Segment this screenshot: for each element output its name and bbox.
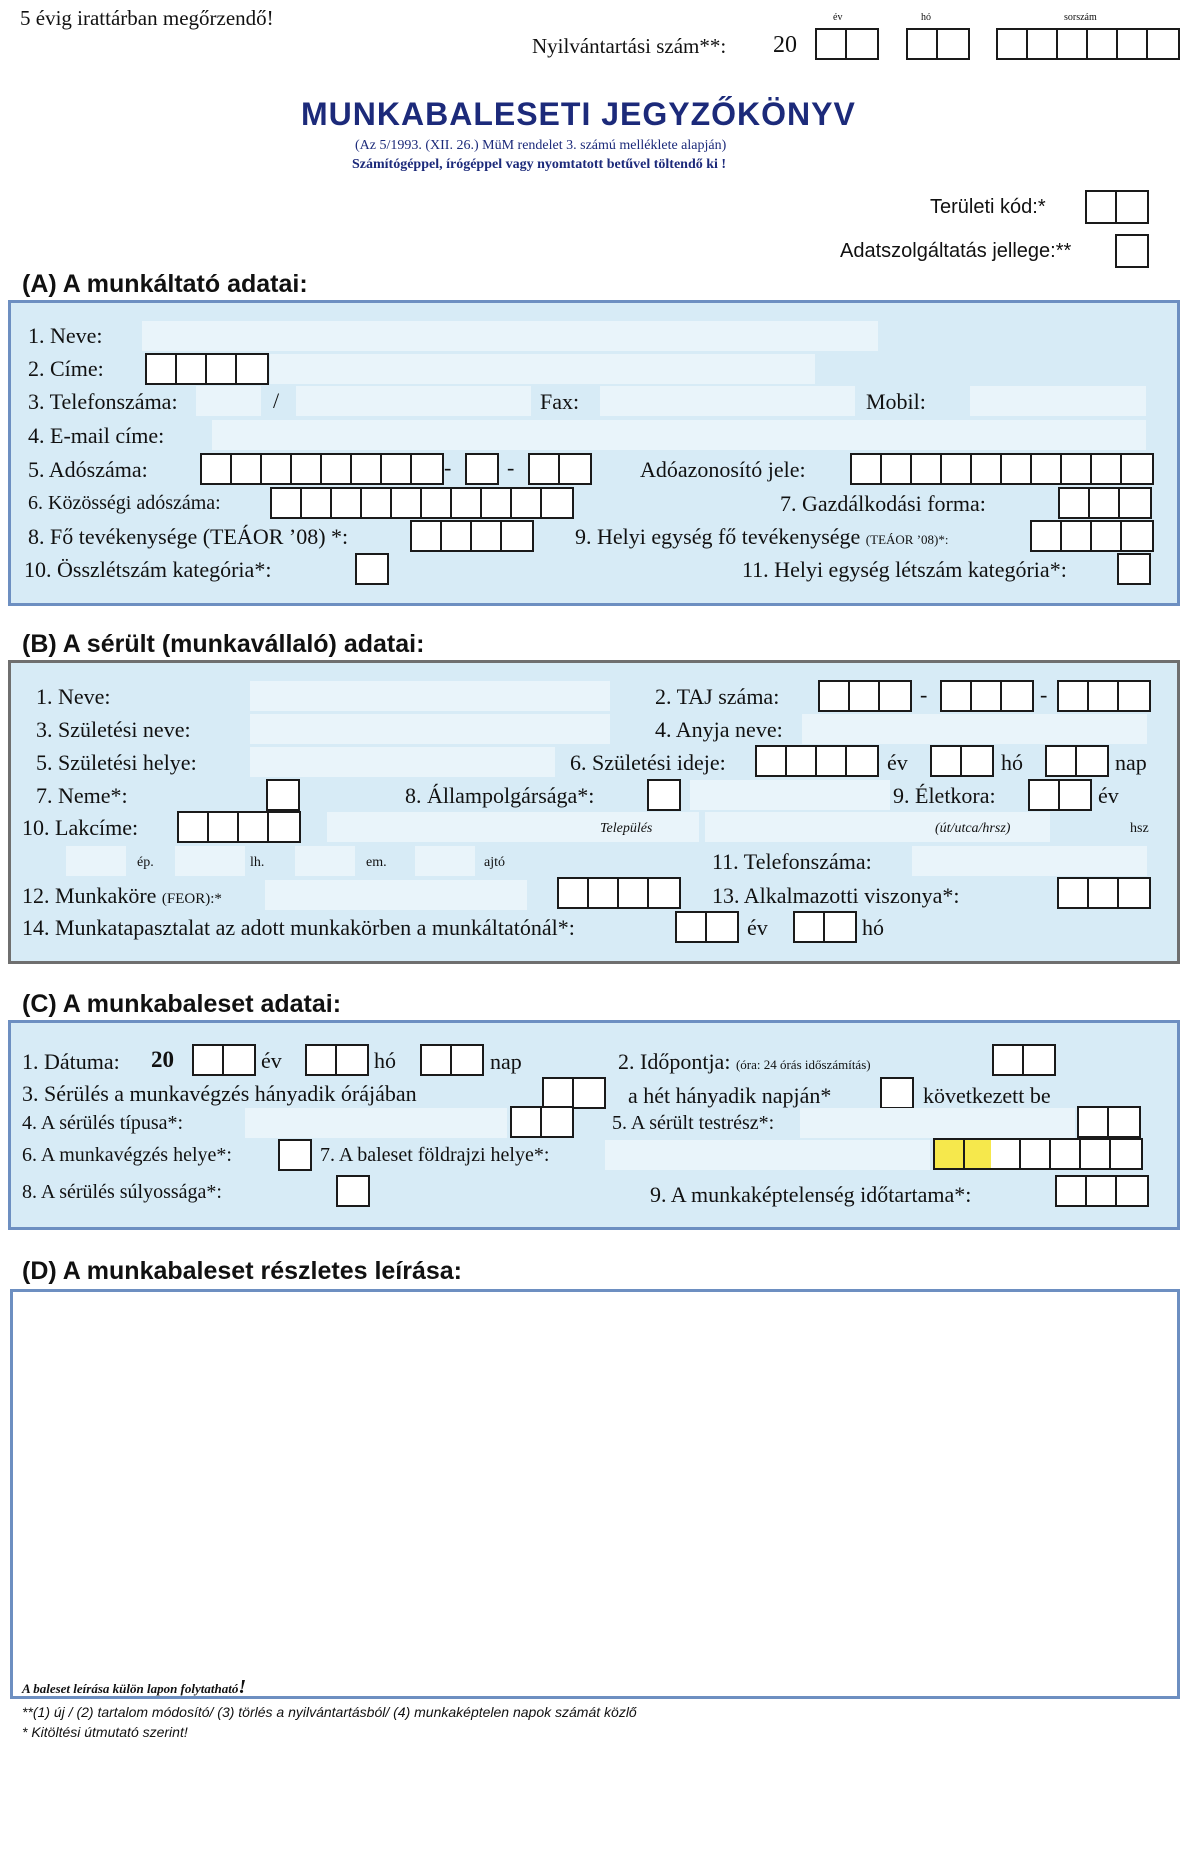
data-type-box[interactable] (1115, 234, 1149, 268)
registration-year-boxes[interactable] (815, 28, 879, 60)
a-name-label: 1. Neve: (28, 323, 103, 348)
b-birth-ho: hó (1001, 750, 1023, 775)
b-phone-field[interactable] (912, 846, 1147, 876)
b-birth-place-field[interactable] (250, 747, 555, 777)
a-tax-dash-2: - (507, 455, 515, 480)
section-a-title: (A) A munkáltató adatai: (22, 270, 308, 298)
b-birth-day-boxes[interactable] (1045, 745, 1109, 777)
b-job-feor-boxes[interactable] (557, 877, 681, 909)
b-age-boxes[interactable] (1028, 779, 1092, 811)
a-phone-number-field[interactable] (296, 386, 531, 416)
registration-serial-boxes[interactable] (996, 28, 1180, 60)
c-hour-boxes[interactable] (542, 1077, 606, 1109)
c-date-nap: nap (490, 1049, 522, 1074)
b-name-field[interactable] (250, 681, 610, 711)
b-phone-label: 11. Telefonszáma: (712, 849, 872, 874)
form-title: MUNKABALESETI JEGYZŐKÖNYV (301, 96, 856, 132)
b-gender-label: 7. Neme*: (36, 783, 128, 808)
section-c-title: (C) A munkabaleset adatai: (22, 990, 342, 1018)
b-door-field[interactable] (415, 846, 475, 876)
reg-col-ho: hó (921, 12, 931, 23)
a-tax-dash-1: - (444, 455, 452, 480)
a-phone-slash: / (273, 388, 280, 413)
c-date-day-boxes[interactable] (420, 1044, 484, 1076)
b-building-field[interactable] (66, 846, 126, 876)
b-citizenship-field[interactable] (690, 780, 890, 810)
a-main-activity-boxes[interactable] (410, 520, 534, 552)
b-ep-caption: ép. (137, 855, 154, 870)
a-local-activity-label: 9. Helyi egység fő tevékenysége (TEÁOR ’08)*: (575, 524, 949, 549)
a-taxid-boxes[interactable] (850, 453, 1154, 485)
registration-label: Nyilvántartási szám**: (532, 34, 727, 58)
a-economic-form-boxes[interactable] (1058, 487, 1152, 519)
b-job-label: 12. Munkaköre (FEOR):* (22, 883, 222, 908)
c-date-year-boxes[interactable] (192, 1044, 256, 1076)
c-work-place-label: 6. A munkavégzés helye*: (22, 1144, 232, 1166)
c-geo-place-label: 7. A baleset földrajzi helye*: (320, 1144, 550, 1166)
a-main-activity-label: 8. Fő tevékenysége (TEÁOR ’08) *: (28, 524, 349, 549)
a-local-headcount-label: 11. Helyi egység létszám kategória*: (742, 557, 1067, 582)
area-code-label: Területi kód:* (930, 196, 1046, 218)
c-body-part-label: 5. A sérült testrész*: (612, 1112, 775, 1134)
c-weekday-label: a hét hányadik napján* (628, 1083, 832, 1108)
a-fax-label: Fax: (540, 389, 580, 414)
b-age-ev: év (1098, 783, 1119, 808)
a-community-tax-boxes[interactable] (270, 487, 574, 519)
b-birth-nap: nap (1115, 750, 1147, 775)
footnote-guide: * Kitöltési útmutató szerint! (22, 1724, 188, 1740)
b-floor-field[interactable] (295, 846, 355, 876)
a-name-field[interactable] (142, 321, 878, 351)
b-exp-ev: év (747, 915, 768, 940)
b-settlement-caption: Település (600, 821, 653, 836)
reg-col-sorszam: sorszám (1064, 12, 1097, 23)
a-email-field[interactable] (212, 420, 1146, 450)
b-exp-month-boxes[interactable] (793, 911, 857, 943)
a-email-label: 4. E-mail címe: (28, 423, 165, 448)
b-birth-month-boxes[interactable] (930, 745, 994, 777)
registration-month-boxes[interactable] (906, 28, 970, 60)
b-taj-label: 2. TAJ száma: (655, 684, 780, 709)
b-name-label: 1. Neve: (36, 684, 111, 709)
b-gender-box[interactable] (266, 779, 300, 811)
section-d-title: (D) A munkabaleset részletes leírása: (22, 1257, 463, 1285)
b-job-field[interactable] (265, 880, 527, 910)
form-subtitle-instruction: Számítógéppel, írógéppel vagy nyomtatott betűvel töltendő ki ! (352, 157, 727, 172)
c-geo-place-field[interactable] (605, 1140, 930, 1170)
b-taj-boxes-2[interactable] (940, 680, 1034, 712)
c-occurred-label: következett be (923, 1083, 1051, 1108)
c-date-month-boxes[interactable] (305, 1044, 369, 1076)
section-d-description-area[interactable] (10, 1289, 1180, 1699)
a-address-field[interactable] (270, 354, 815, 384)
a-phone-area-field[interactable] (196, 386, 261, 416)
a-address-label: 2. Címe: (28, 356, 104, 381)
c-time-boxes[interactable] (992, 1044, 1056, 1076)
c-injury-type-label: 4. A sérülés típusa*: (22, 1112, 184, 1134)
b-birth-name-label: 3. Születési neve: (36, 717, 191, 742)
c-severity-box[interactable] (336, 1175, 370, 1207)
a-community-tax-label: 6. Közösségi adószáma: (28, 492, 221, 514)
b-citizenship-label: 8. Állampolgársága*: (405, 783, 595, 808)
c-duration-label: 9. A munkaképtelenség időtartama*: (650, 1182, 972, 1207)
b-mother-field[interactable] (802, 714, 1147, 744)
c-duration-boxes[interactable] (1055, 1175, 1149, 1207)
area-code-boxes[interactable] (1085, 190, 1149, 224)
a-tax-main-boxes[interactable] (200, 453, 444, 485)
c-body-part-field[interactable] (800, 1108, 1075, 1138)
b-birth-name-field[interactable] (250, 714, 610, 744)
a-tax-county-boxes[interactable] (528, 453, 592, 485)
a-tax-label: 5. Adószáma: (28, 457, 148, 482)
registration-prefix: 20 (773, 32, 797, 58)
footnote-data-type: **(1) új / (2) tartalom módosító/ (3) törlés a nyilvántartásból/ (4) munkaképtelen napok számát közlő (22, 1704, 637, 1720)
data-type-label: Adatszolgáltatás jellege:** (840, 240, 1072, 262)
a-headcount-box[interactable] (355, 553, 389, 585)
c-injury-type-boxes[interactable] (510, 1106, 574, 1138)
c-geo-code-boxes-highlighted[interactable] (933, 1138, 997, 1170)
b-address-zip-boxes[interactable] (177, 811, 301, 843)
c-injury-type-field[interactable] (245, 1108, 507, 1138)
a-phone-label: 3. Telefonszáma: (28, 389, 178, 414)
b-birth-year-boxes[interactable] (755, 745, 879, 777)
form-subtitle-legal: (Az 5/1993. (XII. 26.) MüM rendelet 3. számú melléklete alapján) (355, 138, 727, 153)
b-citizenship-box[interactable] (647, 779, 681, 811)
b-employment-label: 13. Alkalmazotti viszonya*: (712, 883, 960, 908)
b-taj-boxes-3[interactable] (1057, 680, 1151, 712)
c-geo-code-boxes[interactable] (991, 1138, 1143, 1170)
b-exp-year-boxes[interactable] (675, 911, 739, 943)
c-time-label: 2. Időpontja: (óra: 24 órás időszámítás) (618, 1049, 871, 1074)
section-b-title: (B) A sérült (munkavállaló) adatai: (22, 630, 425, 658)
a-fax-field[interactable] (600, 386, 855, 416)
a-taxid-label: Adóazonosító jele: (640, 457, 806, 482)
c-date-ho: hó (374, 1048, 396, 1073)
c-weekday-box[interactable] (880, 1077, 914, 1109)
b-stair-field[interactable] (175, 846, 245, 876)
c-work-place-box[interactable] (278, 1139, 312, 1171)
b-birth-place-label: 5. Születési helye: (36, 750, 197, 775)
a-headcount-label: 10. Összlétszám kategória*: (24, 557, 272, 582)
c-severity-label: 8. A sérülés súlyossága*: (22, 1181, 222, 1203)
c-date-label: 1. Dátuma: (22, 1049, 120, 1074)
a-mobile-field[interactable] (970, 386, 1146, 416)
a-local-headcount-box[interactable] (1117, 553, 1151, 585)
b-hsz-caption: hsz (1130, 821, 1149, 836)
c-date-prefix: 20 (151, 1047, 174, 1072)
d-continue-note: A baleset leírása külön lapon folytatható! (22, 1676, 247, 1698)
c-date-ev: év (261, 1048, 282, 1073)
b-birth-ev: év (887, 750, 908, 775)
retention-note: 5 évig irattárban megőrzendő! (20, 6, 274, 30)
b-street-caption: (út/utca/hrsz) (935, 821, 1011, 836)
b-birth-date-label: 6. Születési ideje: (570, 750, 726, 775)
a-zip-boxes[interactable] (145, 353, 269, 385)
reg-col-ev: év (833, 12, 843, 23)
b-taj-dash-1: - (920, 682, 928, 707)
c-hour-label: 3. Sérülés a munkavégzés hányadik órájában (22, 1081, 417, 1106)
b-experience-label: 14. Munkatapasztalat az adott munkakörben a munkáltatónál*: (22, 915, 575, 940)
b-mother-label: 4. Anyja neve: (655, 717, 783, 742)
b-ajto-caption: ajtó (484, 855, 505, 870)
b-taj-dash-2: - (1040, 682, 1048, 707)
b-exp-ho: hó (862, 915, 884, 940)
c-body-part-boxes[interactable] (1077, 1106, 1141, 1138)
a-tax-vat-box[interactable] (465, 453, 499, 485)
b-taj-boxes-1[interactable] (818, 680, 912, 712)
a-mobile-label: Mobil: (866, 389, 926, 414)
a-local-activity-boxes[interactable] (1030, 520, 1154, 552)
b-age-label: 9. Életkora: (893, 783, 996, 808)
a-economic-form-label: 7. Gazdálkodási forma: (780, 491, 986, 516)
b-em-caption: em. (366, 855, 387, 870)
b-lh-caption: lh. (250, 855, 265, 870)
b-address-label: 10. Lakcíme: (22, 815, 139, 840)
b-employment-boxes[interactable] (1057, 877, 1151, 909)
